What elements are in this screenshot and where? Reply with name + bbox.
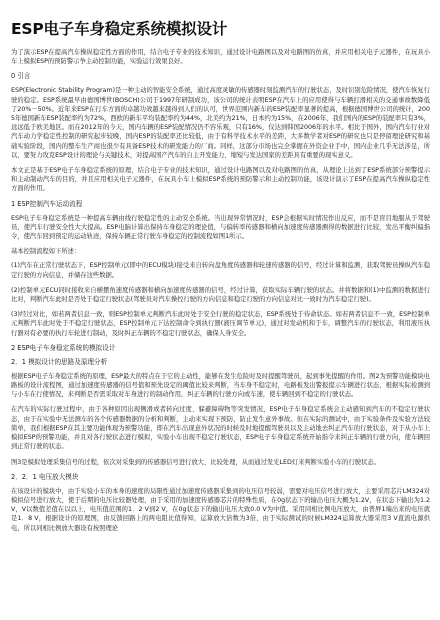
background-paragraph: ESP(Electronic Stability Program)是一种主动的智能安全系统，通过高度灵敏的传感器时刻监测汽车的行驶状态，及时识别危险情况，使汽车恢复行驶的稳定。ESP系统最早由德国博世(BOSCH)公司于1997年研制成功，该公司的统计表明ESP在汽车上的应用使得与车辆打滑相关的交通事故数降低了20%－50%。近年来ESP在行车方面的卓越功效越来越得到人们的认可，世界范围内新车的ESP装配率显著的提高，根据德国博世公司的统计，2005年德国新车ESP装配率约为72%，西欧的新车平均装配率约为44%，北美约为21%，日本约为15%，在2006年，我们国内的ESP的装配率只有3%，远远低于欧美地区。而在2012年的今天，国内车辆的ESP装配情况仍不容乐观，只有16%，仅达到韩国2006年的水平。相比于国外，国内汽车行业对汽车动力学稳定性控制的研究起步较晚，国内ESP的装配率还比较低，由于有科学技术水平的差距，大多数学者对ESP的研究也只是停留理论研究和基础实验阶段，国内的整车生产商也很少有具备ESP技术的研发能力的厂商。同样，这部分市场也完全掌握在外资企业手中，国内企业几乎无法涉足，所以，要努力攻克ESP设计的理论与关键技术，对提高国产汽车的自主开发能力、缩短与发达国家的差距具有重要的现实意义。 — [11, 87, 430, 159]
figure-3-paragraph: 图3是模拟处理采集信号的过程，依次对采集到的传感器信号进行放大、比较处理，从而通过发光LED灯来判断实验小车的行驶状态。 — [11, 458, 380, 466]
section-heading-introduction: 0 引言 — [11, 72, 31, 81]
control-flow-paragraph: ESP电子车身稳定系统是一种提高车辆由线行驶稳定性的主动安全系统。当出现异常情况时，ESP会根据实时情况作出反应，而不是盲目地服从于驾驶员，使汽车行驶安全性大大提高。ESP电脑计算出保持车身稳定的理论值，与偏转率传感器和横向加速度传感器测得的数据进行比较，发出平衡纠偏指令，使汽车回到预定的运动轨迹，保持车辆正常行驶车身稳定的控制流程如图1所示。 — [11, 214, 430, 241]
steps-intro: 基本控制流程如下所述： — [11, 248, 81, 256]
step-3-paragraph: (3)经过对比，如若两者信息一致，则ESP控制单元判断汽车此时处于安全行驶的稳定状态，ESP系统处于待命状态。如若两者信息不一致，ESP控制单元判断汽车此时处于不稳定行驶状态，ESP控制单元下达控制命令到执行器(液压调节单元)，通过对发动机和于车，调整汽车的行驶状态，利用液压执行器对有必要的执行车轮进行制动，及时纠正车辆的不稳定行驶状态，确保人身安全。 — [11, 311, 430, 337]
paper-title: ESP电子车身稳定系统模拟设计 — [11, 20, 228, 38]
section-heading-1: 1 ESP控制汽车运动流程 — [11, 199, 83, 208]
subsection-heading-2-1: 2．1 模拟设计的思路及原理分析 — [11, 357, 108, 366]
subsection-heading-2-2-1: 2．2．1 电压放大模块 — [11, 472, 79, 481]
abstract-paragraph: 为了演示ESP在提高汽车操纵稳定性方面的作用，结合电子专业的技术知识，通过设计电路图以及对电路图的仿真，并应用相关电子元器件，在玩具小车上模拟ESP的预防警示争主动控制功能，实验运行效果良好。 — [11, 49, 430, 66]
amplifier-paragraph: 在该设计的模块中，由于实验小车的本身的速度的局限性通过加速度传感器采集到的电压信号较弱，需要对电压信号进行放大，主要采用芯片LM324对模拟信号进行放大，使于后期的电压比较器处理，由于采用的加速度传感器芯片的特殊性质，在0g状态下的输出电压大概为1.2V，在状态下输出为1.2V，V以数值差值在以以上，电压值范围的1．2 V到2 V，在0g状态下的输出电压大致0.0 V为中值。采用同相比例电压放大，由普屏1端出来的电压就是1．8 V，根据设计的原理图，由反馈回路上的两电阻比值得知，运算放大倍数为3倍，由于实际测试的时候LM324运算放大器采用3 V直流电源供电，所以同相比例放大器设有按照理论 — [11, 487, 430, 532]
step-2-paragraph: (2)控制单元ECU同时接收来自横摆角速度传感器和横向加速度传感器的信号，经过计算，获取实际车辆行驶的状态。并将数据和(1)中监测的数据进行比对，判断汽车此时是否处于稳定行驶状态(驾驶员对汽车操控行驶的方向信息和稳定行驶的方向信息对比一致时为汽车稳定行驶)。 — [11, 286, 430, 304]
simulation-paragraph: 在汽车的实际行驶过程中，由于各种原因出现侧滑或者转向过度、躲避障碍物等突发情况，ESP电子车身稳定系统会主动感知到汽车的不稳定行驶状态，由于在实验中无法测车的各个传感器数据的分析和判断，主动来实现下预防，防止发生意外事故。但在实际的测试中，由于实验条件及实验方法较简单，我们根据ESP在其主要功能体现为预警功能，即在汽车出现意外状况的时候及时地提醒驾驶员以及主动地去纠正汽车的行驶状态，对于从小车上模拟ESP的预警功能，并且对各行驶状态进行模拟，实验小车出现不稳定行驶状态，ESP电子车身稳定系统开始指令来纠正车辆的行驶方向，使车辆回到正常行驶的状态。 — [11, 406, 430, 451]
principle-paragraph: 根据ESP电子车身稳定系统的原理，ESP最大的特点在于它的主动性，能够在发生危险时及时提醒驾驶员，起到事先提醒的作用。图2为预警功能模块电路板的设计流程图，通过加速度传感器的信号值和预先设定的阈值比较来判断，当车身不稳定时，电路板发出警报提示车辆进行状态，根据实际检测到与小车在行使情况，来判断是否需采取对车身进行的制动作用，纠正车辆的行驶方向或车速，使车辆回到不稳定的行驶状态。 — [11, 372, 430, 399]
section-heading-2: 2 ESP电子车身稳定系统的模拟设计 — [11, 343, 116, 352]
goal-paragraph: 本文正是基于ESP电子车身稳定系统的原理，结合电子专业的技术知识，通过设计电路图以及对电路图的仿真，从理论上达到了ESP系统部分预警提示和主动制动汽车的目的，并且应用相关电子元器件，在玩具小车上模拟ESP系统的预防警示和主动控制功能，该设计演示了ESP在提高汽车操纵稳定性方面的作用。 — [11, 167, 430, 193]
step-1-paragraph: (1)汽车在正常行驶状态下，ESP控制单元(即中的ECU模块)接受来自转向盘角度传感器和轮速传感器的信号，经过计算和监测，获取驾驶员操纵汽车稳定行驶的方向信息，并储存这些数据。 — [11, 262, 430, 279]
